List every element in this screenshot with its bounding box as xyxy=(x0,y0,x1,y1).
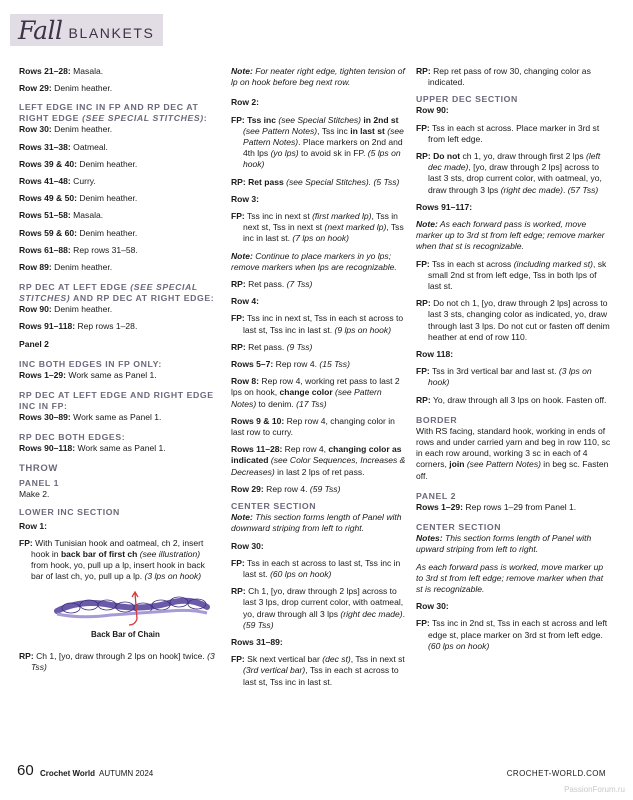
row-label: Row 1: xyxy=(19,520,48,531)
section-heading: INC BOTH EDGES IN FP ONLY: xyxy=(19,358,162,369)
section-heading: UPPER DEC SECTION xyxy=(416,94,518,105)
row-text: Curry. xyxy=(70,176,96,187)
row-text: Work same as Panel 1. xyxy=(75,443,166,454)
fp-instruction: FP: Sk next vertical bar (dec st), Tss in next st (3rd vertical bar), Tss in each st across to last st, Tss inc in last st. xyxy=(231,654,405,687)
row-text: Rep rows 31–58. xyxy=(70,244,138,255)
watermark: PassionForum.ru xyxy=(564,785,625,794)
column-2 xyxy=(231,66,409,694)
row-label: Row 30: xyxy=(416,601,449,612)
row-text: Masala. xyxy=(70,66,104,76)
row-text: Denim heather. xyxy=(76,158,138,169)
chain-label: Back Bar of Chain xyxy=(91,629,160,639)
rows-instruction: Rows 1–29: Rep rows 1–29 from Panel 1. xyxy=(416,501,577,512)
section-heading: RP DEC AT LEFT EDGE (SEE SPECIAL STITCHES) AND RP DEC AT RIGHT EDGE: xyxy=(19,282,215,304)
section-heading: LOWER INC SECTION xyxy=(19,506,120,517)
row-label: Row 90: xyxy=(416,105,449,116)
note: Note: This section forms length of Panel with downward striping from left to right. xyxy=(231,512,402,534)
note: Note: For neater right edge, tighten tension of lp on hook before beg next row. xyxy=(231,66,405,88)
row-text: Denim heather. xyxy=(51,304,113,315)
rows-instruction: Row 8: Rep row 4, working ret pass to last 2 lps on hook, change color (see Pattern Notes) to denim. (17 Tss) xyxy=(231,376,400,409)
row-text: Denim heather. xyxy=(51,262,113,273)
section-heading: PANEL 2 xyxy=(416,490,457,501)
rows-instruction: Rows 11–28: Rep row 4, changing color as indicated (see Color Sequences, Increases & Decreases) in last 2 lps of ret pass. xyxy=(231,444,406,477)
note: As each forward pass is worked, move marker up to 3rd st from left edge; remove marker when that st is recognizable. xyxy=(416,561,604,594)
row-label: Rows 90–118: xyxy=(19,443,76,454)
note: Notes: This section forms length of Panel with upward striping from left to right. xyxy=(416,533,592,555)
column-1 xyxy=(19,66,215,679)
panel-2-heading: Panel 2 xyxy=(19,338,49,349)
row-label: Row 3: xyxy=(231,193,260,204)
header-fall-script: Fall xyxy=(18,15,63,45)
fp-instruction: FP: With Tunisian hook and oatmeal, ch 2, insert hook in back bar of first ch (see illustration) from hook, yo, pull up a lp, insert hook in back bar of last ch, yo, pull up a lp. (3 lps on hook) xyxy=(19,537,205,582)
row-label: Row 30: xyxy=(231,540,264,551)
rp-instruction: RP: Ret pass. (7 Tss) xyxy=(231,279,313,290)
row-label: Row 90: xyxy=(19,304,52,315)
rp-instruction: RP: Do not ch 1, yo, draw through first 2 lps (left dec made), [yo, draw through 2 lps] across to last 3 sts, drop current color, with oatmeal, yo, draw through 3 lps (right dec made). (57 Tss) xyxy=(416,151,602,195)
row-label: Rows 61–88: xyxy=(19,244,71,255)
row-label: Row 2: xyxy=(231,97,260,108)
rp-instruction: RP: Yo, draw through all 3 lps on hook. Fasten off. xyxy=(416,394,607,405)
section-heading: RP DEC AT LEFT EDGE AND RIGHT EDGE INC IN FP: xyxy=(19,390,214,412)
make-2: Make 2. xyxy=(19,489,50,500)
row-label: Rows 31–38: xyxy=(19,141,71,152)
rp-instruction: RP: Ret pass (see Special Stitches). (5 Tss) xyxy=(231,176,400,187)
row-label: Rows 51–58: xyxy=(19,210,71,221)
row-text: Oatmeal. xyxy=(70,141,108,152)
row-label: Row 29: xyxy=(19,83,52,94)
fp-instruction: FP: Tss inc in next st (first marked lp), Tss in next st, Tss in next st (next marked lp), Tss inc in last st. (7 lps on hook) xyxy=(231,211,404,244)
page-number: 60 xyxy=(17,762,34,779)
rows-instruction: Rows 9 & 10: Rep row 4, changing color in last row to curry. xyxy=(231,415,395,438)
fp-instruction: FP: Tss inc in 2nd st, Tss in each st across and left edge st, place marker on 3rd st from left edge. (60 lps on hook) xyxy=(416,618,608,651)
fp-instruction: FP: Tss in each st across. Place marker in 3rd st from left edge. xyxy=(416,122,600,144)
row-label: Rows 49 & 50: xyxy=(19,193,77,204)
row-label: Rows 39 & 40: xyxy=(19,158,77,169)
row-text: Denim heather. xyxy=(76,227,138,238)
fp-instruction: FP: Tss inc (see Special Stitches) in 2nd st (see Pattern Notes), Tss inc in last st (see Pattern Notes). Place markers on 2nd and 4th lps (yo lps) to avoid sk in FP. (5 lps on hook) xyxy=(231,114,404,170)
panel-1-heading: PANEL 1 xyxy=(19,478,60,489)
section-heading: CENTER SECTION xyxy=(231,501,317,512)
row-label: Rows 41–48: xyxy=(19,176,71,187)
row-text: Denim heather. xyxy=(51,124,113,135)
section-heading: BORDER xyxy=(416,414,458,425)
row-label: Rows 21–28: xyxy=(19,66,71,76)
fp-instruction: FP: Tss in each st across (including marked st), sk small 2nd st from left edge, Tss in both lps of last st. xyxy=(416,258,607,292)
section-header-tab xyxy=(10,14,163,46)
row-text: Denim heather. xyxy=(51,83,113,94)
rows-instruction: Rows 5–7: Rep row 4. (15 Tss) xyxy=(231,359,350,370)
row-text: Rep rows 1–28. xyxy=(75,321,138,332)
section-heading: RP DEC BOTH EDGES: xyxy=(19,432,126,443)
rp-instruction: RP: Rep ret pass of row 30, changing color as indicated. xyxy=(416,66,591,88)
row-label: Rows 59 & 60: xyxy=(19,227,77,238)
back-bar-of-chain-illustration xyxy=(51,589,211,647)
row-label: Row 4: xyxy=(231,296,260,307)
row-label: Rows 91–118: xyxy=(19,321,76,332)
row-text: Denim heather. xyxy=(76,193,138,204)
fp-instruction: FP: Tss inc in next st, Tss in each st across to last st, Tss inc in last st. (9 lps on hook) xyxy=(231,313,404,335)
throw-heading: THROW xyxy=(19,463,58,475)
row-text: Work same as Panel 1. xyxy=(70,412,162,423)
row-text: Masala. xyxy=(70,210,104,221)
footer-site: CROCHET-WORLD.COM xyxy=(506,769,606,778)
note: Note: Continue to place markers in yo lps; remove markers when lps are recognizable. xyxy=(231,250,397,272)
rows-instruction: Row 29: Rep row 4. (59 Tss) xyxy=(231,483,341,494)
fp-instruction: FP: Tss in 3rd vertical bar and last st. (3 lps on hook) xyxy=(416,366,592,388)
rp-instruction: RP: Ch 1, [yo, draw through 2 lps on hook] twice. (3 Tss) xyxy=(19,650,215,672)
rp-instruction: RP: Do not ch 1, [yo, draw through 2 lps] across to last 3 sts, changing color as indicated, yo, draw through last 3 lps. Do not cut or fasten off denim heather at end of row 110. xyxy=(416,298,610,342)
footer-magazine: Crochet World AUTUMN 2024 xyxy=(40,769,154,778)
row-label: Rows 31–89: xyxy=(231,636,283,647)
row-label: Row 30: xyxy=(19,124,52,135)
fp-instruction: FP: Tss in each st across to last st, Tss inc in last st. (60 lps on hook) xyxy=(231,557,401,579)
rp-instruction: RP: Ret pass. (9 Tss) xyxy=(231,341,313,352)
row-text: Work same as Panel 1. xyxy=(66,369,157,380)
rp-instruction: RP: Ch 1, [yo, draw through 2 lps] across to last 3 lps, drop current color, with oatmeal, yo, draw through all 3 lps (right dec made). (59 Tss) xyxy=(231,586,406,630)
row-label: Rows 30–89: xyxy=(19,412,71,423)
row-label: Row 118: xyxy=(416,349,454,360)
row-label: Row 89: xyxy=(19,262,52,273)
column-3 xyxy=(416,66,611,658)
row-label: Rows 91–117: xyxy=(416,201,473,212)
border-instruction: With RS facing, standard hook, working in ends of rows and under carried yarn and beg in row 110, sc in each row around, working 3 sc in each of 4 corners, join (see Pattern Notes) in beg sc. Fasten off. xyxy=(416,425,611,481)
row-label: Rows 1–29: xyxy=(19,369,67,380)
note: Note: As each forward pass is worked, move marker up to 3rd st from left edge; remove marker when that st is recognizable. xyxy=(416,219,605,252)
section-heading: CENTER SECTION xyxy=(416,522,502,533)
section-heading: LEFT EDGE INC IN FP AND RP DEC AT RIGHT EDGE (SEE SPECIAL STITCHES): xyxy=(19,102,208,124)
chain-diagram xyxy=(51,589,211,629)
header-blankets: BLANKETS xyxy=(68,24,155,41)
